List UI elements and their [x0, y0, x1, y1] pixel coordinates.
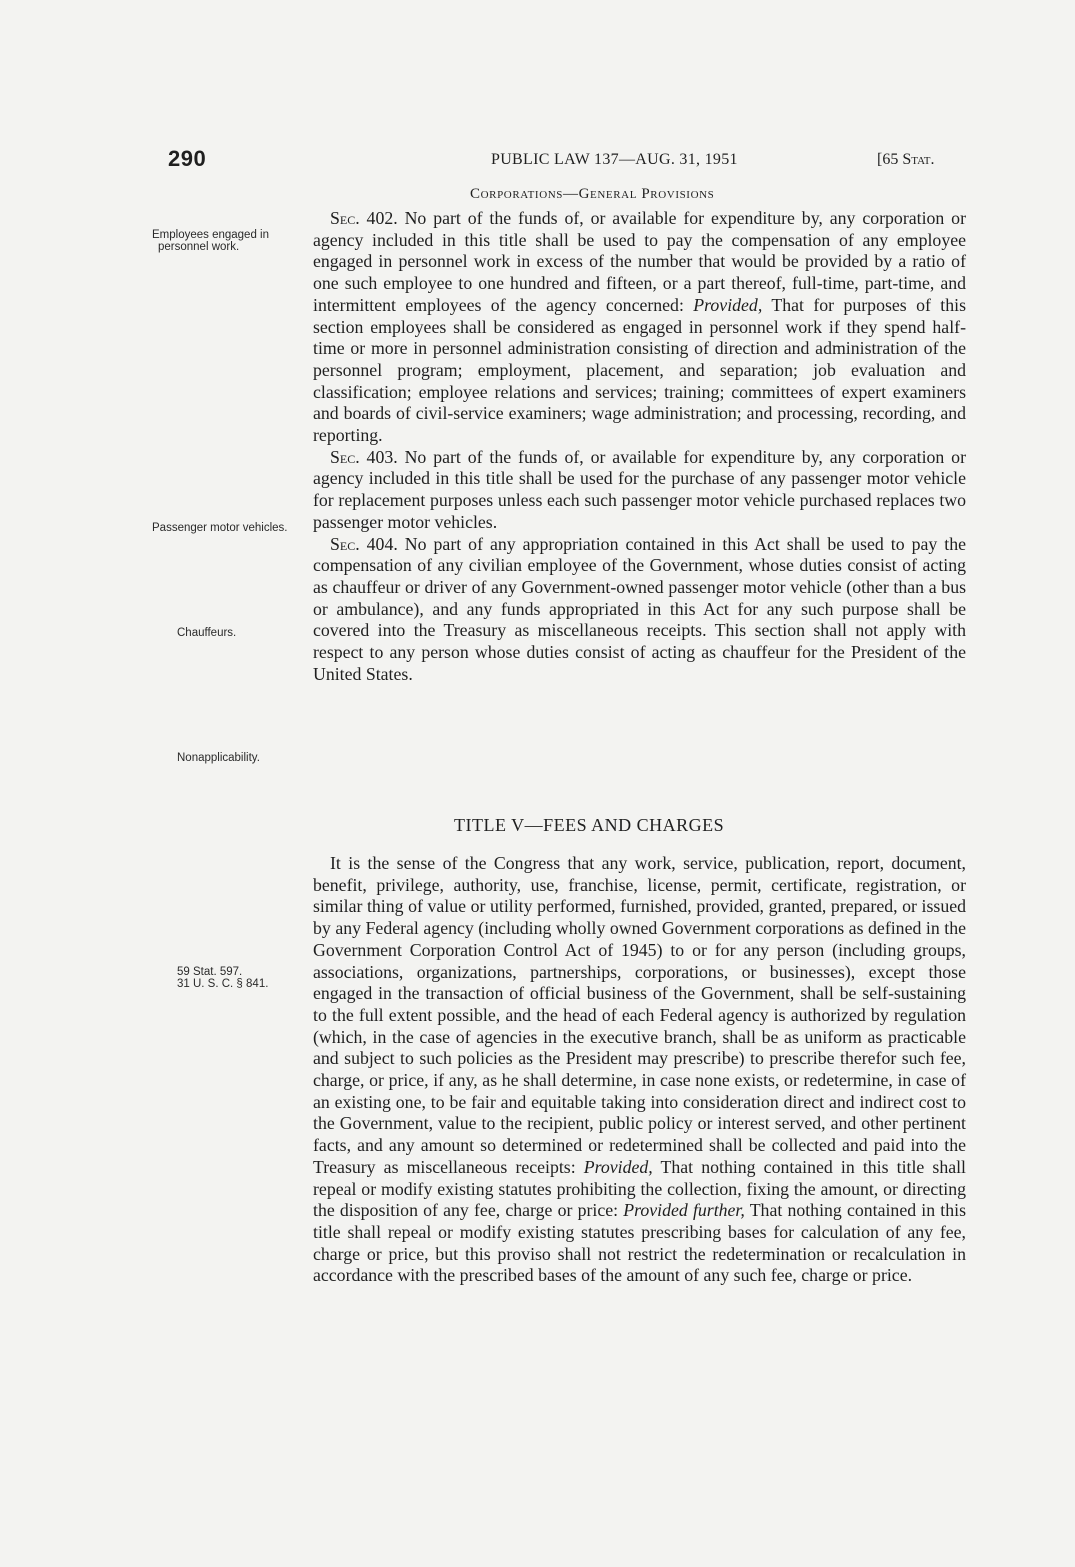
section-402-label: Sec. 402. — [330, 208, 398, 228]
title-v-paragraph — [313, 853, 966, 1287]
page-number: 290 — [168, 146, 207, 171]
margin-note-stat-citation — [177, 966, 329, 990]
title-v-heading: TITLE V—FEES AND CHARGES — [454, 815, 725, 835]
section-404 — [313, 534, 966, 686]
section-403-label: Sec. 403. — [330, 446, 398, 467]
running-head: PUBLIC LAW 137—AUG. 31, 1951 — [491, 151, 738, 168]
section-heading: Corporations—General Provisions — [470, 186, 715, 202]
section-403-text: No part of the funds of, or available for expenditure by, any corporation or agency included in this title shall be used for the purchase of any passenger motor vehicle for replacement purposes unless each such passenger motor vehicle purchased replaces two passenger motor vehicles. — [313, 446, 966, 532]
page-header — [0, 146, 1075, 176]
title-v-body — [313, 853, 966, 1287]
stat-citation-line-2: 31 U. S. C. § 841. — [177, 978, 269, 990]
margin-note-employees: Employees engaged in personnel work. — [152, 229, 269, 253]
section-402-text-a: No part of the funds of, or available for expenditure by, any corporation or agency included in this title shall be used to pay the compensation of any employee engaged in personnel work in excess of the number that would be provided by a ratio of one such employee to one hundred and fifteen, or a part thereof, full-time, part-time, and intermittent employees of the agency concerned: — [313, 208, 966, 315]
stat-citation-line-1: 59 Stat. 597. — [177, 966, 243, 978]
title-v-proviso: Provided, — [583, 1156, 653, 1177]
margin-note-chauffeurs: Chauffeurs. — [177, 627, 237, 639]
section-404-text: No part of any appropriation contained in this Act shall be used to pay the compensation of any civilian employee of the Government, whose duties consist of acting as chauffeur or driver of any Government-owned passenger motor vehicle (other than a bus or ambulance), and any funds appropriated in this Act for any such purpose shall be covered into the Treasury as miscellaneous receipts. This section shall not apply with respect to any person whose duties consist of acting as chauffeur for the President of the United States. — [313, 533, 966, 684]
margin-note-passenger: Passenger motor vehicles. — [152, 522, 288, 534]
section-402 — [313, 208, 966, 447]
section-402-text-b: That for purposes of this section employees shall be considered as engaged in personnel work if they spend half-time or more in personnel administration consisting of direction and administration of the personnel program; employment, placement, and separation; job evaluation and classification; employee relations and services; training; committees of expert examiners and boards of civil-service examiners; wage administration; and processing, recording, and reporting. — [313, 294, 966, 446]
statute-reference: [65 Stat. — [877, 151, 935, 168]
title-v-proviso-further: Provided further, — [623, 1200, 745, 1221]
margin-note-nonapplicability: Nonapplicability. — [177, 752, 260, 764]
title-v-text-c: That nothing contained in this title shall repeal or modify existing statutes prescribing bases for calculation of any fee, charge or price, but this proviso shall not restrict the redetermination or recalculation in accordance with the prescribed bases of the amount of any such fee, charge or price. — [313, 1200, 966, 1286]
sections-402-404 — [313, 208, 966, 685]
section-402-proviso: Provided, — [693, 294, 763, 315]
title-v-text-b: That nothing contained in this title shall repeal or modify existing statutes prohibiting the collection, fixing the amount, or directing the disposition of any fee, charge or price: — [313, 1156, 966, 1221]
section-404-label: Sec. 404. — [330, 533, 398, 554]
section-403 — [313, 447, 966, 534]
title-v-text-a: It is the sense of the Congress that any work, service, publication, report, document, benefit, privilege, authority, use, franchise, license, permit, certificate, registration, or similar thing of value or utility performed, furnished, provided, granted, prepared, or issued by any Federal agency (including wholly owned Government corporations as defined in the Government Corporation Control Act of 1945) to or for any person (including groups, associations, organizations, partnerships, corporations, or businesses), except those engaged in the transaction of official business of the Government, shall be self-sustaining to the full extent possible, and the head of each Federal agency is authorized by regulation (which, in the case of agencies in the executive branch, shall be as uniform as practicable and subject to such policies as the President may prescribe) to prescribe therefor such fee, charge, or price, if any, as he shall determine, in case none exists, or redetermine, in case of an existing one, to be fair and equitable taking into consideration direct and indirect cost to the Government, value to the recipient, public policy or interest served, and other pertinent facts, and any amount so determined or redetermined shall be collected and paid into the Treasury as miscellaneous receipts: — [313, 853, 966, 1177]
